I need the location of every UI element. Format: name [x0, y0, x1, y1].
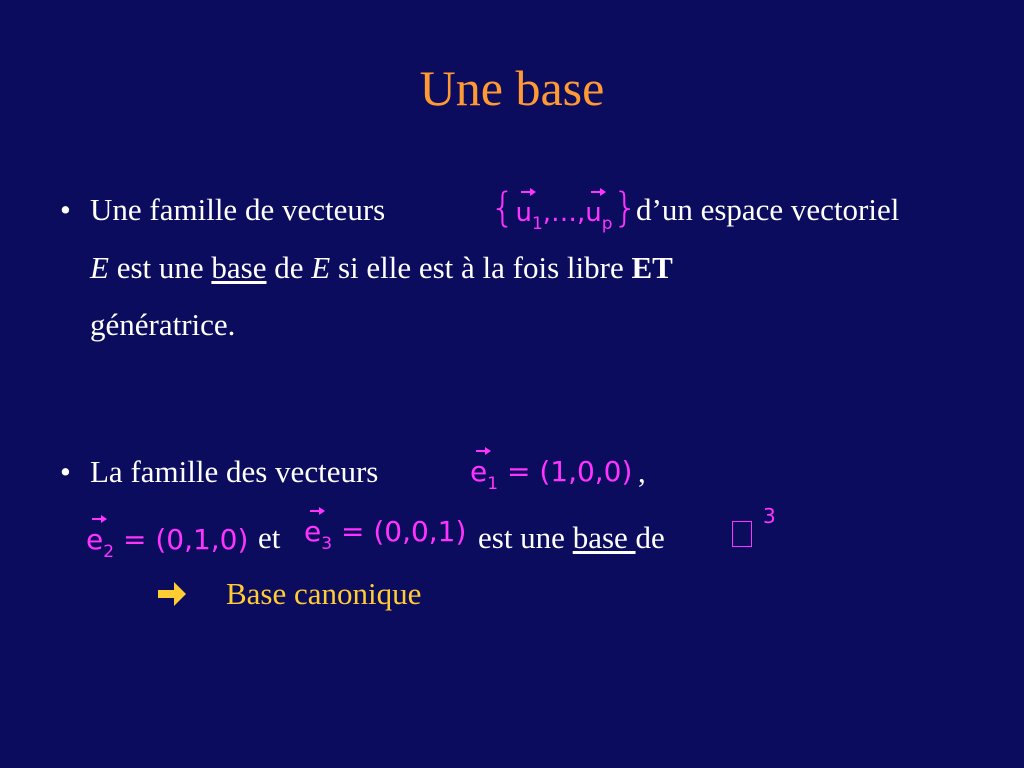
- vector-e2-formula: [86, 516, 248, 568]
- base-canonique-label: Base canonique: [226, 576, 422, 611]
- vector-e1-formula: [470, 448, 632, 500]
- term-base: base: [211, 250, 267, 285]
- brace-open: {: [490, 185, 516, 231]
- vector-e3: [304, 508, 321, 556]
- vector-e1-value: (1,0,0): [539, 455, 633, 488]
- symbol-E: E: [90, 250, 109, 285]
- vector-u1-subscript: 1: [531, 214, 543, 234]
- brace-close: }: [612, 185, 639, 231]
- comma: ,: [638, 454, 646, 489]
- term-base: base: [572, 520, 636, 555]
- slide-title: Une base: [419, 60, 605, 116]
- bullet2-line2-text: [478, 518, 665, 558]
- exponent-3: 3: [763, 504, 776, 528]
- text-de: de: [635, 520, 665, 555]
- text-est-une: est une: [478, 520, 573, 555]
- vector-e1-letter: e: [470, 455, 488, 488]
- text-et: et: [258, 520, 281, 555]
- right-arrow-icon: [156, 574, 188, 614]
- bullet2-line1-text: La famille des vecteurs: [90, 454, 379, 489]
- bullet-dot-2: •: [60, 454, 71, 489]
- vector-u1: [515, 189, 531, 237]
- bullet-dot-1: •: [60, 192, 71, 227]
- text-est-une: est une: [108, 250, 212, 285]
- bullet1-line1-text: Une famille de vecteurs: [90, 192, 386, 227]
- vector-e2-subscript: 2: [103, 542, 115, 562]
- vector-e3-letter: e: [304, 515, 322, 548]
- vector-e3-subscript: 3: [321, 534, 333, 554]
- text-de: de: [266, 250, 312, 285]
- vector-up: [585, 189, 601, 237]
- vector-family-formula: [490, 184, 638, 240]
- vector-e3-formula: [304, 508, 466, 560]
- bullet1-line2: [90, 248, 673, 288]
- vector-up-subscript: p: [601, 214, 613, 234]
- ellipsis: ,…,: [542, 198, 586, 228]
- text-libre: si elle est à la fois libre: [330, 250, 632, 285]
- bullet1-line3: génératrice.: [90, 307, 236, 342]
- real-numbers-symbol: [732, 521, 752, 547]
- vector-e1-subscript: 1: [487, 474, 499, 494]
- vector-e2: [86, 516, 103, 564]
- bullet1-line1-after: d’un espace vectoriel: [636, 192, 900, 227]
- vector-up-letter: u: [585, 198, 602, 228]
- vector-e1: [470, 448, 487, 496]
- vector-u1-letter: u: [515, 198, 532, 228]
- vector-e2-value: (0,1,0): [155, 523, 249, 556]
- vector-e2-letter: e: [86, 523, 104, 556]
- equals-sign: =: [114, 523, 156, 556]
- symbol-E-2: E: [311, 250, 331, 285]
- text-ET: ET: [631, 250, 673, 285]
- equals-sign: =: [498, 455, 540, 488]
- equals-sign: =: [332, 515, 374, 548]
- vector-e3-value: (0,0,1): [373, 515, 467, 548]
